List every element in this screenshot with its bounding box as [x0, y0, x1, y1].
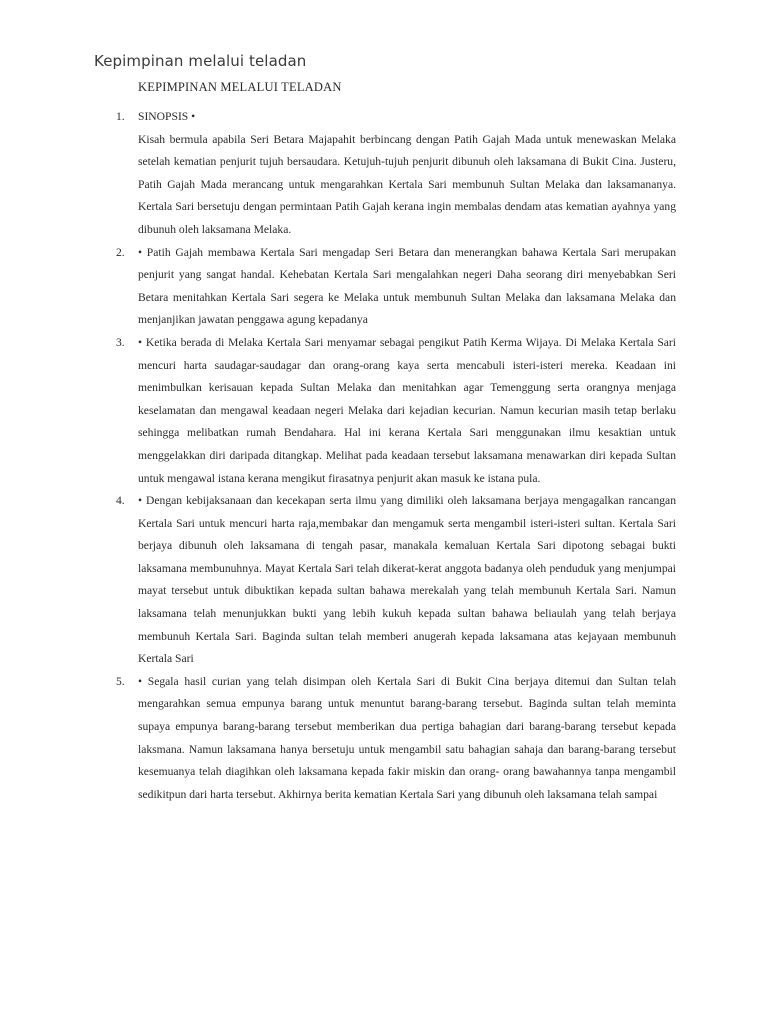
list-item-number: 1. [116, 110, 125, 123]
list-item-text: • Dengan kebijaksanaan dan kecekapan serta ilmu yang dimiliki oleh laksamana berjaya mengagalkan rancangan Kertala Sari untuk mencuri harta raja,membakar dan mengamuk serta mengambil isteri-isteri sultan. Kertala Sari berjaya dibunuh oleh laksamana di tengah pasar, manakala kemaluan Kertala Sari dipotong sebagai bukti laksamana membunuhnya. Mayat Kertala Sari telah dikerat-kerat anggota badanya oleh penduduk yang menjumpai mayat tersebut untuk dibuktikan kepada sultan bahawa merekalah yang telah membunuh Kertala Sari. Namun laksamana telah menunjukkan bukti yang lebih kukuh kepada sultan bahawa beliaulah yang telah berjaya membunuh Kertala Sari. Baginda sultan telah memberi anugerah kepada laksamana atas kejayaan membunuh Kertala Sari [138, 494, 676, 666]
list-item [116, 242, 676, 332]
list-item-text: • Segala hasil curian yang telah disimpan oleh Kertala Sari di Bukit Cina berjaya ditemui dan Sultan telah mengarahkan semua empunya barang untuk menuntut barang-barang tersebut. Baginda sultan telah meminta supaya empunya barang-barang tersebut memberikan dua pertiga bahagian dari barang-barang tersebut kepada laksmana. Namun laksamana hanya bersetuju untuk mengambil satu bahagian sahaja dan barang-barang tersebut kesemuanya telah diagihkan oleh laksamana kepada fakir miskin dan orang- orang bawahannya tanpa mengambil sedikitpun dari harta tersebut. Akhirnya berita kematian Kertala Sari yang dibunuh oleh laksamana telah sampai [138, 674, 676, 801]
list-item-heading: SINOPSIS • [138, 110, 196, 123]
list-item [116, 671, 676, 807]
list-item-text: • Ketika berada di Melaka Kertala Sari menyamar sebagai pengikut Patih Kerma Wijaya. Di Melaka Kertala Sari mencuri harta saudagar-saudagar dan orang-orang kaya serta mencabuli isteri-isteri mereka. Keadaan ini menimbulkan kerisauan kepada Sultan Melaka dan menitahkan agar Temenggung serta orangnya menjaga keselamatan dan mengawal keadaan negeri Melaka dari kejadian kecurian. Namun kecurian masih tetap berlaku sehingga melibatkan rumah Bendahara. Hal ini kerana Kertala Sari menggunakan ilmu kesaktian untuk menggelakkan diri daripada ditangkap. Melihat pada keadaan tersebut laksamana menawarkan diri kepada Sultan untuk mengawal istana kerana mengikut firasatnya penjurit akan masuk ke istana pula. [138, 335, 676, 485]
document-heading: KEPIMPINAN MELALUI TELADAN [138, 80, 342, 94]
list-item-number: 2. [116, 245, 125, 259]
list-item-number: 4. [116, 494, 125, 508]
synopsis-list [116, 106, 676, 806]
list-item [116, 106, 676, 242]
list-item-text: • Patih Gajah membawa Kertala Sari mengadap Seri Betara dan menerangkan bahawa Kertala Sari merupakan penjurit yang sangat handal. Kehebatan Kertala Sari mengalahkan negeri Daha seorang diri menyebabkan Seri Betara menitahkan Kertala Sari segera ke Melaka untuk membunuh Sultan Melaka dan laksamana Melaka dan menjanjikan jawatan penggawa agung kepadanya [138, 245, 676, 327]
list-item [116, 332, 676, 490]
list-item-text: Kisah bermula apabila Seri Betara Majapahit berbincang dengan Patih Gajah Mada untuk menewaskan Melaka setelah kematian penjurit tujuh bersaudara. Ketujuh-tujuh penjurit dibunuh oleh laksamana di Bukit Cina. Justeru, Patih Gajah Mada merancang untuk mengarahkan Kertala Sari membunuh Sultan Melaka dan laksamananya. Kertala Sari bersetuju dengan permintaan Patih Gajah kerana ingin membalas dendam atas kematian ayahnya yang dibunuh oleh laksamana Melaka. [138, 132, 676, 236]
list-item-number: 3. [116, 335, 125, 349]
document-title: Kepimpinan melalui teladan [94, 52, 307, 70]
list-item-number: 5. [116, 674, 125, 688]
list-item [116, 490, 676, 671]
